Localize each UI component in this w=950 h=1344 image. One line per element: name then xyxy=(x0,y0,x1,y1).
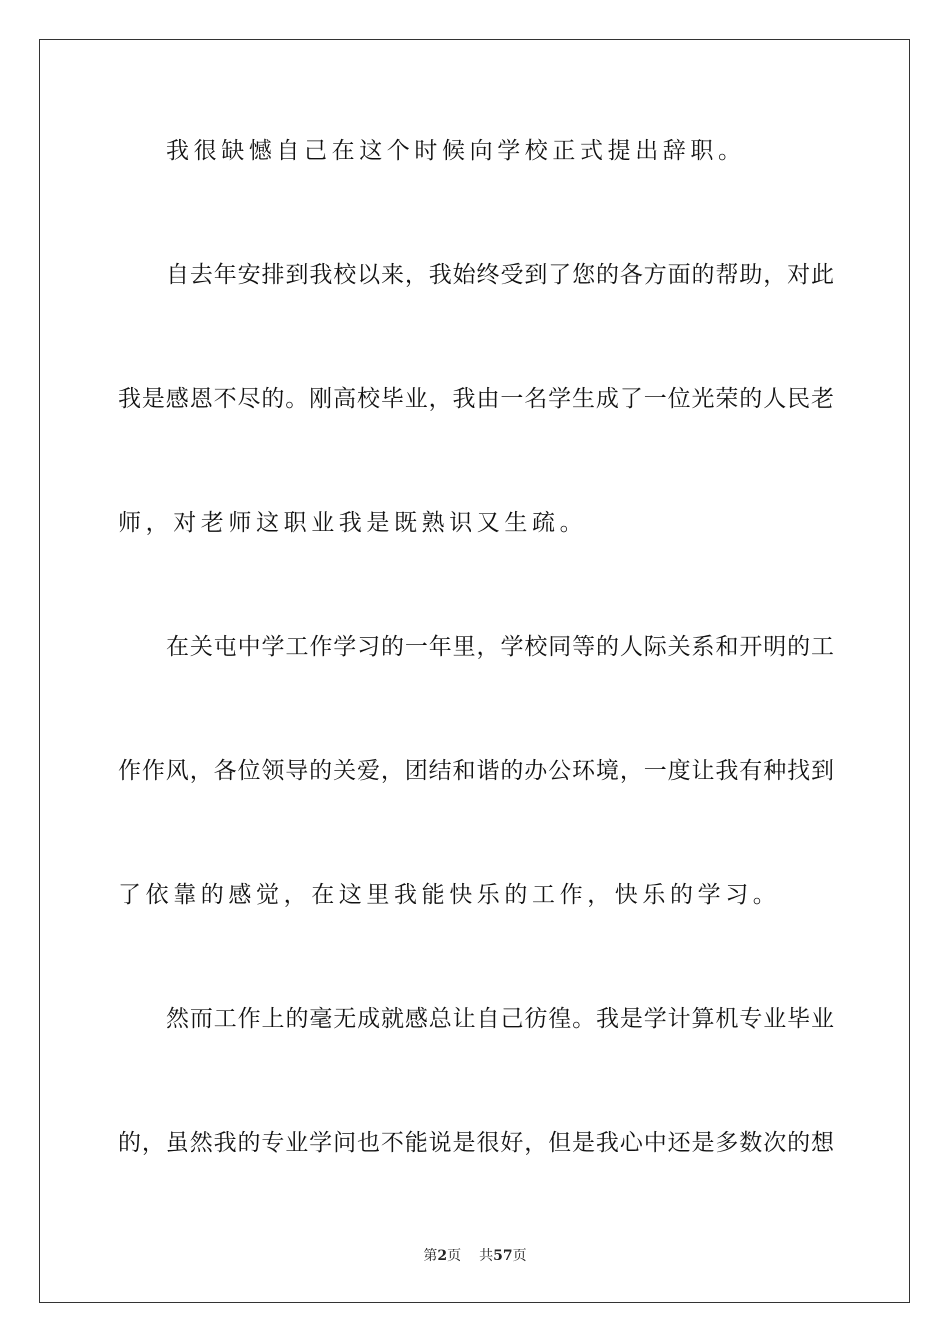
paragraph-line: 我很缺憾自己在这个时候向学校正式提出辞职。 xyxy=(166,138,746,164)
total-prefix: 共 xyxy=(479,1248,494,1264)
paragraph-line: 作作风，各位领导的关爱，团结和谐的办公环境，一度让我有种找到 xyxy=(118,758,834,784)
page-border xyxy=(39,39,910,1303)
paragraph-line: 然而工作上的毫无成就感总让自己彷徨。我是学计算机专业毕业 xyxy=(166,1006,834,1032)
total-pages xyxy=(479,1247,526,1265)
paragraph-line: 我是感恩不尽的。刚高校毕业，我由一名学生成了一位光荣的人民老 xyxy=(118,386,834,412)
paragraph-line: 自去年安排到我校以来，我始终受到了您的各方面的帮助，对此 xyxy=(166,262,834,288)
paragraph-line: 师，对老师这职业我是既熟识又生疏。 xyxy=(118,510,588,536)
paragraph-line: 在关屯中学工作学习的一年里，学校同等的人际关系和开明的工 xyxy=(166,634,834,660)
page-suffix: 页 xyxy=(447,1248,462,1264)
total-suffix: 页 xyxy=(512,1248,527,1264)
page-footer xyxy=(0,1247,950,1265)
page-number xyxy=(423,1247,461,1265)
paragraph-line: 了依靠的感觉，在这里我能快乐的工作，快乐的学习。 xyxy=(118,882,781,908)
page-prefix: 第 xyxy=(423,1248,438,1264)
current-page: 2 xyxy=(437,1248,448,1264)
total-count: 57 xyxy=(493,1248,513,1264)
paragraph-line: 的，虽然我的专业学问也不能说是很好，但是我心中还是多数次的想 xyxy=(118,1130,834,1156)
